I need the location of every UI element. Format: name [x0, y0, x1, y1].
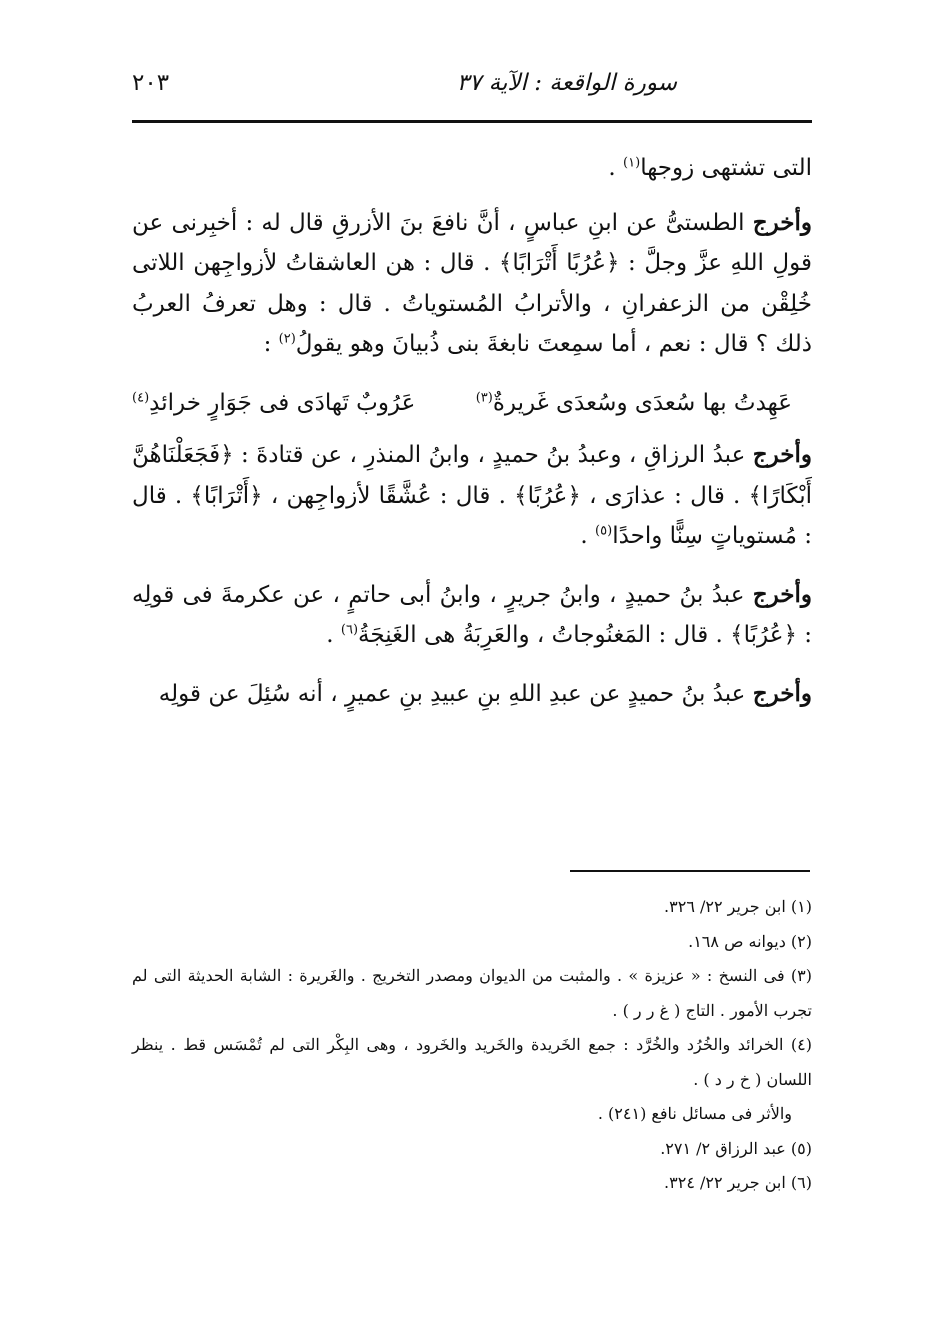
paragraph-5-lead: وأخرج: [752, 679, 812, 707]
footnote-6: (٦) ابن جرير ٢٢/ ٣٢٤.: [664, 1173, 812, 1192]
paragraph-1-end: .: [608, 155, 624, 181]
paragraph-1: [132, 148, 812, 189]
verse-second-hemistich: [132, 383, 415, 424]
main-text: [132, 148, 812, 732]
paragraph-5: [132, 674, 812, 715]
paragraph-2: [132, 203, 812, 365]
verse-second-hemistich-text: عَرُوبٌ تَهادَى فى جَوَارٍ خرائدِ: [149, 389, 416, 416]
footnote-ref-5: (٥): [595, 523, 613, 539]
footnote-4: (٤) الخرائد والخُرُد والخُرَّد : جمع الخَريدة والخَريد والخَرود ، وهى البِكْر التى لم تُمْسَس قط . ينظر اللسان ( خ ر د ) .: [132, 1035, 812, 1089]
paragraph-4: [132, 575, 812, 656]
paragraph-3: [132, 435, 812, 557]
paragraph-3-end: .: [580, 523, 596, 549]
paragraph-3-lead: وأخرج: [752, 441, 812, 468]
header-divider: [132, 120, 812, 123]
footnote-ref-1: (١): [623, 155, 641, 171]
footnote-3: (٣) فى النسخ : « عزيزة » . والمثبت من الديوان ومصدر التخريج . والغَريرة : الشابة الحديثة التى لم تجرب الأمور . التاج ( غ ر ر ) .: [132, 966, 812, 1020]
paragraph-1-text: التى تشتهى زوجها: [640, 155, 812, 181]
paragraph-2-text: الطستىُّ عن ابنِ عباسٍ ، أنَّ نافعَ بنَ الأزرقِ قال له : أخبِرنى عن قولِ اللهِ عزَّ وجلَّ : ﴿عُرُبًا أَتْرَابًا﴾ . قال : هن العاشقاتُ لأزواجِهن اللاتى خُلِقْن من الزعفرانِ ، والأترابُ المُستوياتُ . قال : وهل تعرفُ العربُ ذلك ؟ قال : نعم ، أما سمِعتَ نابغةَ بنى ذُبيانَ وهو يقولُ: [132, 209, 812, 357]
paragraph-2-lead: وأخرج: [752, 208, 812, 236]
footnote-ref-4: (٤): [132, 389, 150, 405]
footnote-ref-3: (٣): [475, 389, 493, 405]
footnote-4-continuation: والأثر فى مسائل نافع (٢٤١) .: [597, 1104, 792, 1123]
paragraph-5-text: عبدُ بنُ حميدٍ عن عبدِ اللهِ بنِ عبيدِ بنِ عميرٍ ، أنه سُئِلَ عن قولِه: [158, 680, 753, 707]
verse-first-hemistich-text: عَهِدتُ بها سُعدَى وسُعدَى غَريرةٌ: [492, 389, 792, 416]
page-header: [132, 70, 812, 110]
paragraph-4-end: .: [326, 622, 341, 648]
verse-first-hemistich: [476, 383, 792, 424]
footnote-divider: [570, 870, 810, 872]
footnote-ref-2: (٢): [278, 331, 296, 347]
paragraph-3-text: عبدُ الرزاقِ ، وعبدُ بنُ حميدٍ ، وابنُ المنذرِ ، عن قتادةَ : ﴿فَجَعَلْنَاهُنَّ أَبْكَارًا﴾ . قال : عذارَى ، ﴿عُرُبًا﴾ . قال : عُشَّقًا لأزواجِهن ، ﴿أَتْرَابًا﴾ . قال : مُستوياتٍ سِنًّا واحدًا: [132, 442, 812, 549]
footnote-2: (٢) ديوانه ص ١٦٨.: [688, 931, 812, 951]
paragraph-4-text: عبدُ بنُ حميدٍ ، وابنُ جريرٍ ، وابنُ أبى حاتمٍ ، عن عكرمةَ فى قولِه : ﴿عُرُبًا﴾ . قال : المَغنُوجاتُ ، والعَرِبَةُ هى الغَنِجَةُ: [132, 581, 812, 648]
footnote-1: (١) ابن جرير ٢٢/ ٣٢٦.: [664, 897, 812, 916]
footnote-5: (٥) عبد الرزاق ٢/ ٢٧١.: [660, 1138, 812, 1158]
running-title: سورة الواقعة : الآية ٣٧: [456, 70, 677, 96]
footnotes: [132, 890, 812, 1201]
footnote-ref-6: (٦): [340, 622, 359, 638]
paragraph-4-lead: وأخرج: [752, 580, 812, 608]
page-number: ٢٠٣: [132, 70, 170, 96]
poetry-verse: [132, 383, 792, 424]
paragraph-2-end: :: [263, 331, 279, 357]
